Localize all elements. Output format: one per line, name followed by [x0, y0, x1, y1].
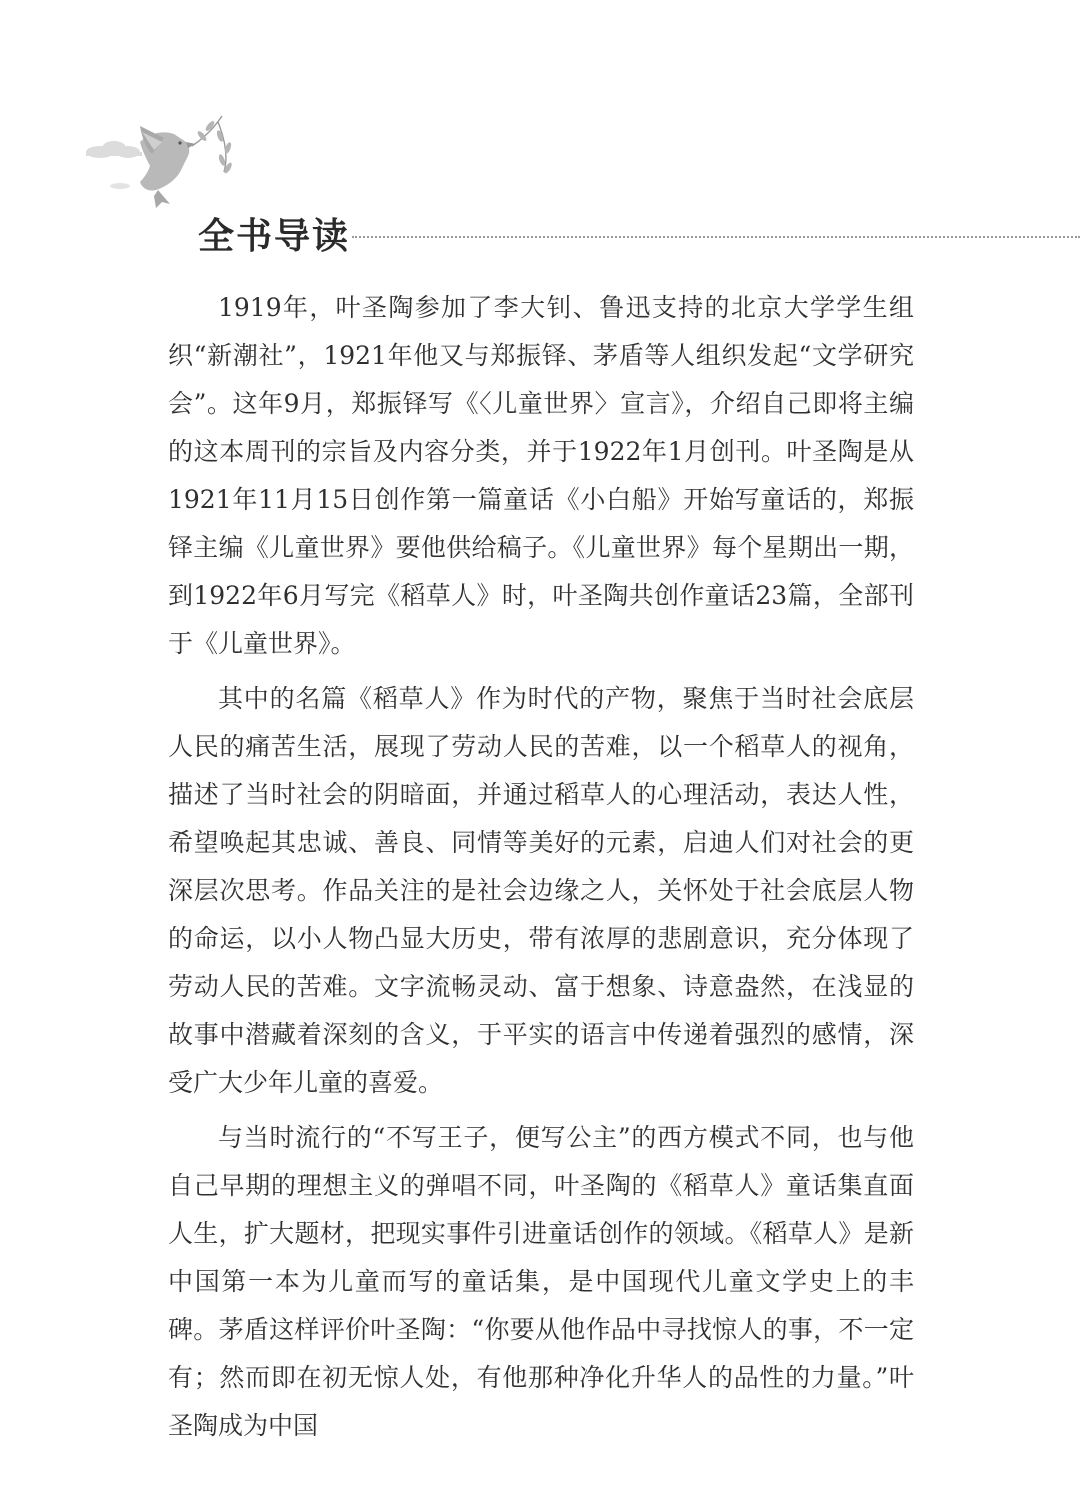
paragraph-2: 其中的名篇《稻草人》作为时代的产物，聚焦于当时社会底层人民的痛苦生活，展现了劳动人民的苦难，以一个稻草人的视角，描述了当时社会的阴暗面，并通过稻草人的心理活动，表达人性，希望唤起其忠诚、善良、同情等美好的元素，启迪人们对社会的更深层次思考。作品关注的是社会边缘之人，关怀处于社会底层人物的命运，以小人物凸显大历史，带有浓厚的悲剧意识，充分体现了劳动人民的苦难。文字流畅灵动、富于想象、诗意盎然，在浅显的故事中潜藏着深刻的含义，于平实的语言中传递着强烈的感情，深受广大少年儿童的喜爱。	[168, 684, 914, 1097]
dove-with-olive-branch-icon	[78, 112, 248, 212]
olive-branch-icon	[192, 116, 233, 174]
body-text	[168, 284, 914, 1457]
paragraph-3: 与当时流行的“不写王子，便写公主”的西方模式不同，也与他自己早期的理想主义的弹唱不同，叶圣陶的《稻草人》童话集直面人生，扩大题材，把现实事件引进童话创作的领域。《稻草人》是新中国第一本为儿童而写的童话集，是中国现代儿童文学史上的丰碑。茅盾这样评价叶圣陶：“你要从他作品中寻找惊人的事，不一定有；然而即在初无惊人处，有他那种净化升华人的品性的力量。”叶圣陶成为中国	[168, 1123, 914, 1440]
cloud-icon	[86, 141, 142, 189]
page-title: 全书导读	[198, 215, 351, 257]
paragraph-1: 1919年，叶圣陶参加了李大钊、鲁迅支持的北京大学学生组织“新潮社”，1921年他又与郑振铎、茅盾等人组织发起“文学研究会”。这年9月，郑振铎写《〈儿童世界〉宣言》，介绍自己即将主编的这本周刊的宗旨及内容分类，并于1922年1月创刊。叶圣陶是从1921年11月15日创作第一篇童话《小白船》开始写童话的，郑振铎主编《儿童世界》要他供给稿子。《儿童世界》每个星期出一期，到1922年6月写完《稻草人》时，叶圣陶共创作童话23篇，全部刊于《儿童世界》。	[168, 293, 914, 658]
dotted-title-rule	[352, 236, 1080, 238]
dove-icon	[140, 126, 196, 208]
